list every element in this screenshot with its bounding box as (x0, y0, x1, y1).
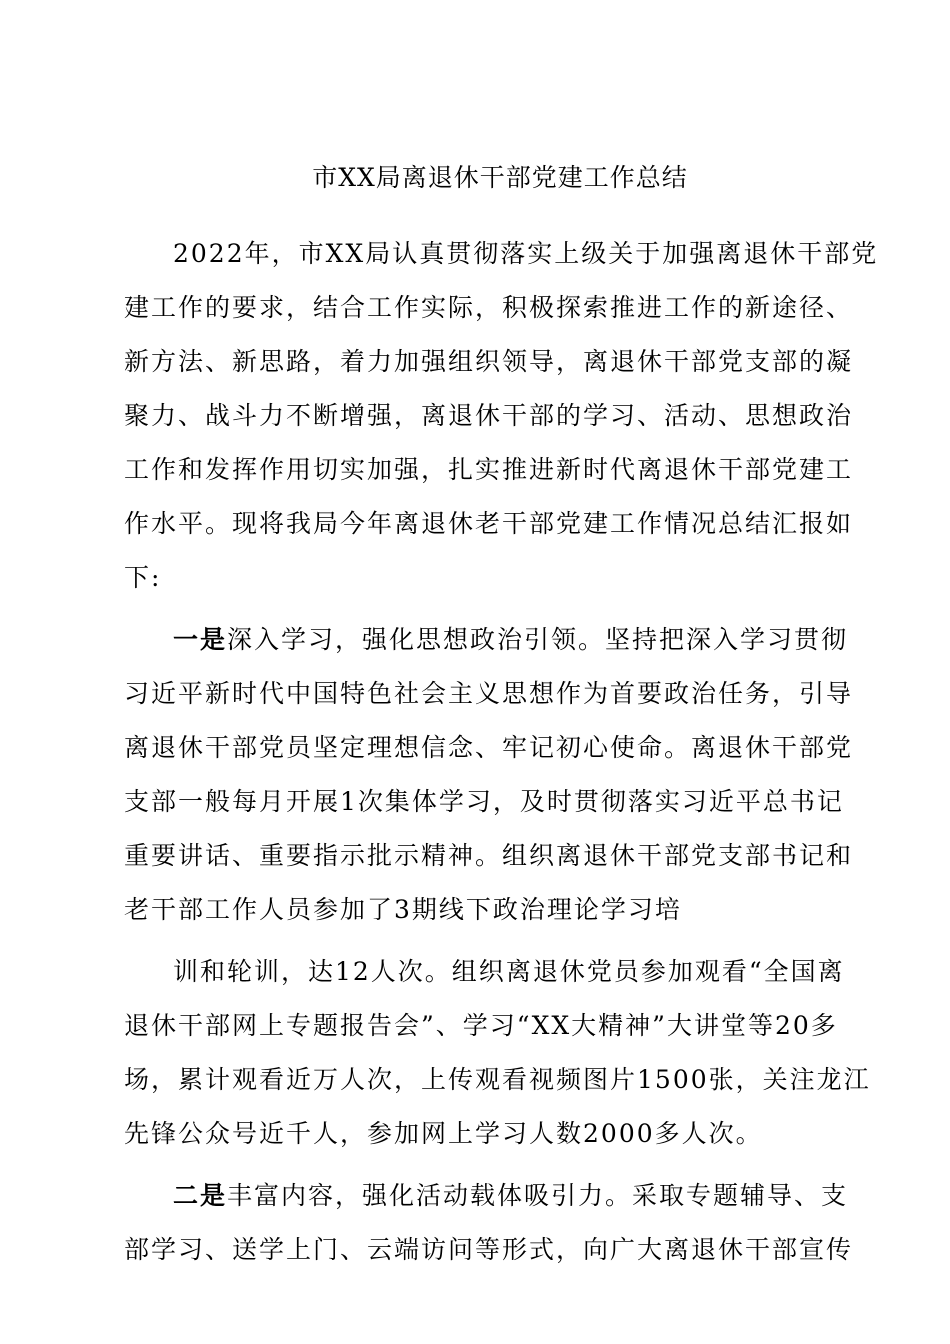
section-line: 支部一般每月开展1次集体学习，及时贯彻落实习近平总书记 (124, 787, 844, 816)
document-title: 市XX局离退休干部党建工作总结 (312, 163, 688, 192)
section-line: 老干部工作人员参加了3期线下政治理论学习培 (124, 895, 682, 924)
paragraph-line: 下: (124, 563, 162, 592)
section-text: 深入学习，强化思想政治引领。坚持把深入学习贯彻 (227, 625, 849, 654)
section-line: 重要讲话、重要指示批示精神。组织离退休干部党支部书记和 (124, 841, 854, 870)
paragraph-line: 建工作的要求，结合工作实际，积极探索推进工作的新途径、 (124, 293, 854, 322)
section-line: 训和轮训，达12人次。组织离退休党员参加观看“全国离 (173, 957, 845, 986)
section-line (173, 622, 848, 658)
section-line: 部学习、送学上门、云端访问等形式，向广大离退休干部宣传 (124, 1235, 854, 1264)
paragraph-line: 工作和发挥作用切实加强，扎实推进新时代离退休干部党建工 (124, 455, 854, 484)
section-line: 退休干部网上专题报告会”、学习“XX大精神”大讲堂等20多 (124, 1011, 838, 1040)
section-line: 场，累计观看近万人次，上传观看视频图片1500张，关注龙江 (124, 1065, 871, 1094)
section-line: 习近平新时代中国特色社会主义思想作为首要政治任务，引导 (124, 679, 854, 708)
paragraph-line: 作水平。现将我局今年离退休老干部党建工作情况总结汇报如 (124, 509, 854, 538)
section-line: 先锋公众号近千人，参加网上学习人数2000多人次。 (124, 1119, 763, 1148)
paragraph-line: 2022年，市XX局认真贯彻落实上级关于加强离退休干部党 (173, 239, 879, 268)
paragraph-line: 聚力、战斗力不断增强，离退休干部的学习、活动、思想政治 (124, 401, 854, 430)
section-text: 丰富内容，强化活动载体吸引力。采取专题辅导、支 (227, 1181, 849, 1210)
paragraph-line: 新方法、新思路，着力加强组织领导，离退休干部党支部的凝 (124, 347, 854, 376)
section-line (173, 1178, 848, 1214)
section-lead: 二是 (173, 1181, 228, 1210)
section-line: 离退休干部党员坚定理想信念、牢记初心使命。离退休干部党 (124, 733, 854, 762)
section-lead: 一是 (173, 625, 228, 654)
